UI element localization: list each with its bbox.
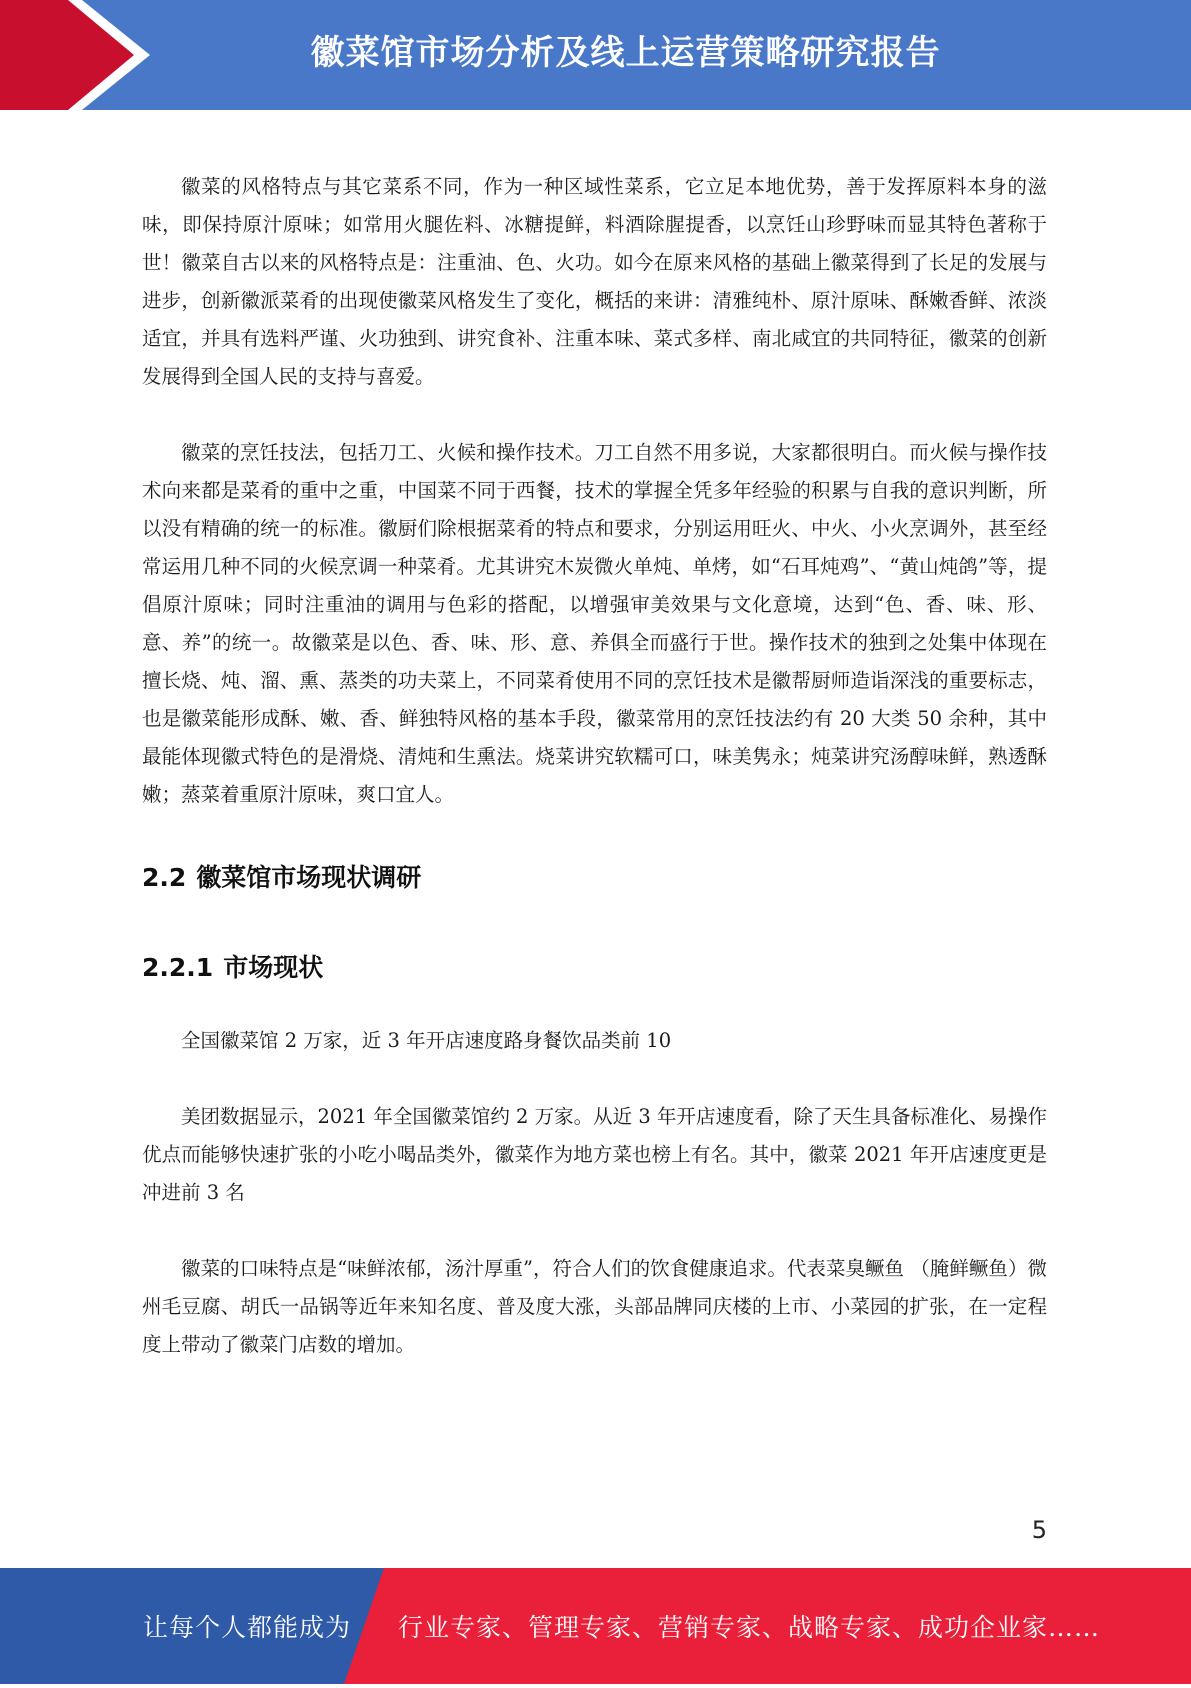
report-title: 徽菜馆市场分析及线上运营策略研究报告 (310, 33, 941, 73)
section-title: 徽菜馆市场现状调研 (196, 863, 422, 892)
subsection-heading (142, 948, 1047, 988)
document-body (142, 168, 1047, 1364)
paragraph-taste-features: 徽菜的口味特点是“味鲜浓郁，汤汁厚重”，符合人们的饮食健康追求。代表菜臭鳜鱼 （腌鲜鳜鱼）微州毛豆腐、胡氏一品锅等近年来知名度、普及度大涨，头部品牌同庆楼的上市、小菜园的扩张，在一定程度上带动了徽菜门店数的增加。 (142, 1257, 1047, 1356)
paragraph-store-count: 全国徽菜馆 2 万家，近 3 年开店速度路身餐饮品类前 10 (181, 1029, 672, 1052)
page-header (0, 0, 1191, 110)
paragraph-cooking-techniques: 徽菜的烹饪技法，包括刀工、火候和操作技术。刀工自然不用多说，大家都很明白。而火候与操作技术向来都是菜肴的重中之重，中国菜不同于西餐，技术的掌握全凭多年经验的积累与自我的意识判断，所以没有精确的统一的标准。徽厨们除根据菜肴的特点和要求，分别运用旺火、中火、小火烹调外，甚至经常运用几种不同的火候烹调一种菜肴。尤其讲究木炭微火单炖、单烤，如“石耳炖鸡”、“黄山炖鸽”等，提倡原汁原味；同时注重油的调用与色彩的搭配，以增强审美效果与文化意境，达到“色、香、味、形、意、养”的统一。故徽菜是以色、香、味、形、意、养俱全而盛行于世。操作技术的独到之处集中体现在擅长烧、炖、溜、熏、蒸类的功夫菜上，不同菜肴使用不同的烹饪技术是徽帮厨师造诣深浅的重要标志，也是徽菜能形成酥、嫩、香、鲜独特风格的基本手段，徽菜常用的烹饪技法约有 20 大类 50 余种，其中最能体现徽式特色的是滑烧、清炖和生熏法。烧菜讲究软糯可口，味美隽永；炖菜讲究汤醇味鲜，熟透酥嫩；蒸菜着重原汁原味，爽口宜人。 (142, 441, 1047, 806)
subsection-title: 市场现状 (223, 953, 324, 982)
footer-slogan-left: 让每个人都能成为 (143, 1613, 352, 1642)
page-number: 5 (1031, 1516, 1047, 1544)
page-footer (0, 1568, 1191, 1684)
arrow-chevron-icon (0, 0, 160, 110)
section-number: 2.2 (142, 863, 187, 892)
section-heading (142, 858, 1047, 898)
paragraph-style-features: 徽菜的风格特点与其它菜系不同，作为一种区域性菜系，它立足本地优势，善于发挥原料本身的滋味，即保持原汁原味；如常用火腿佐料、冰糖提鲜，料酒除腥提香，以烹饪山珍野味而显其特色著称于世！徽菜自古以来的风格特点是：注重油、色、火功。如今在原来风格的基础上徽菜得到了长足的发展与进步，创新徽派菜肴的出现使徽菜风格发生了变化，概括的来讲：清雅纯朴、原汁原味、酥嫩香鲜、浓淡适宜，并具有选料严谨、火功独到、讲究食补、注重本味、菜式多样、南北咸宜的共同特征，徽菜的创新发展得到全国人民的支持与喜爱。 (142, 175, 1047, 388)
subsection-number: 2.2.1 (142, 953, 214, 982)
footer-slogan-right: 行业专家、管理专家、营销专家、战略专家、成功企业家…… (398, 1613, 1101, 1642)
paragraph-meituan-data: 美团数据显示，2021 年全国徽菜馆约 2 万家。从近 3 年开店速度看，除了天生具备标准化、易操作优点而能够快速扩张的小吃小喝品类外，徽菜作为地方菜也榜上有名。其中，徽菜 2021 年开店速度更是冲进前 3 名 (142, 1105, 1047, 1204)
